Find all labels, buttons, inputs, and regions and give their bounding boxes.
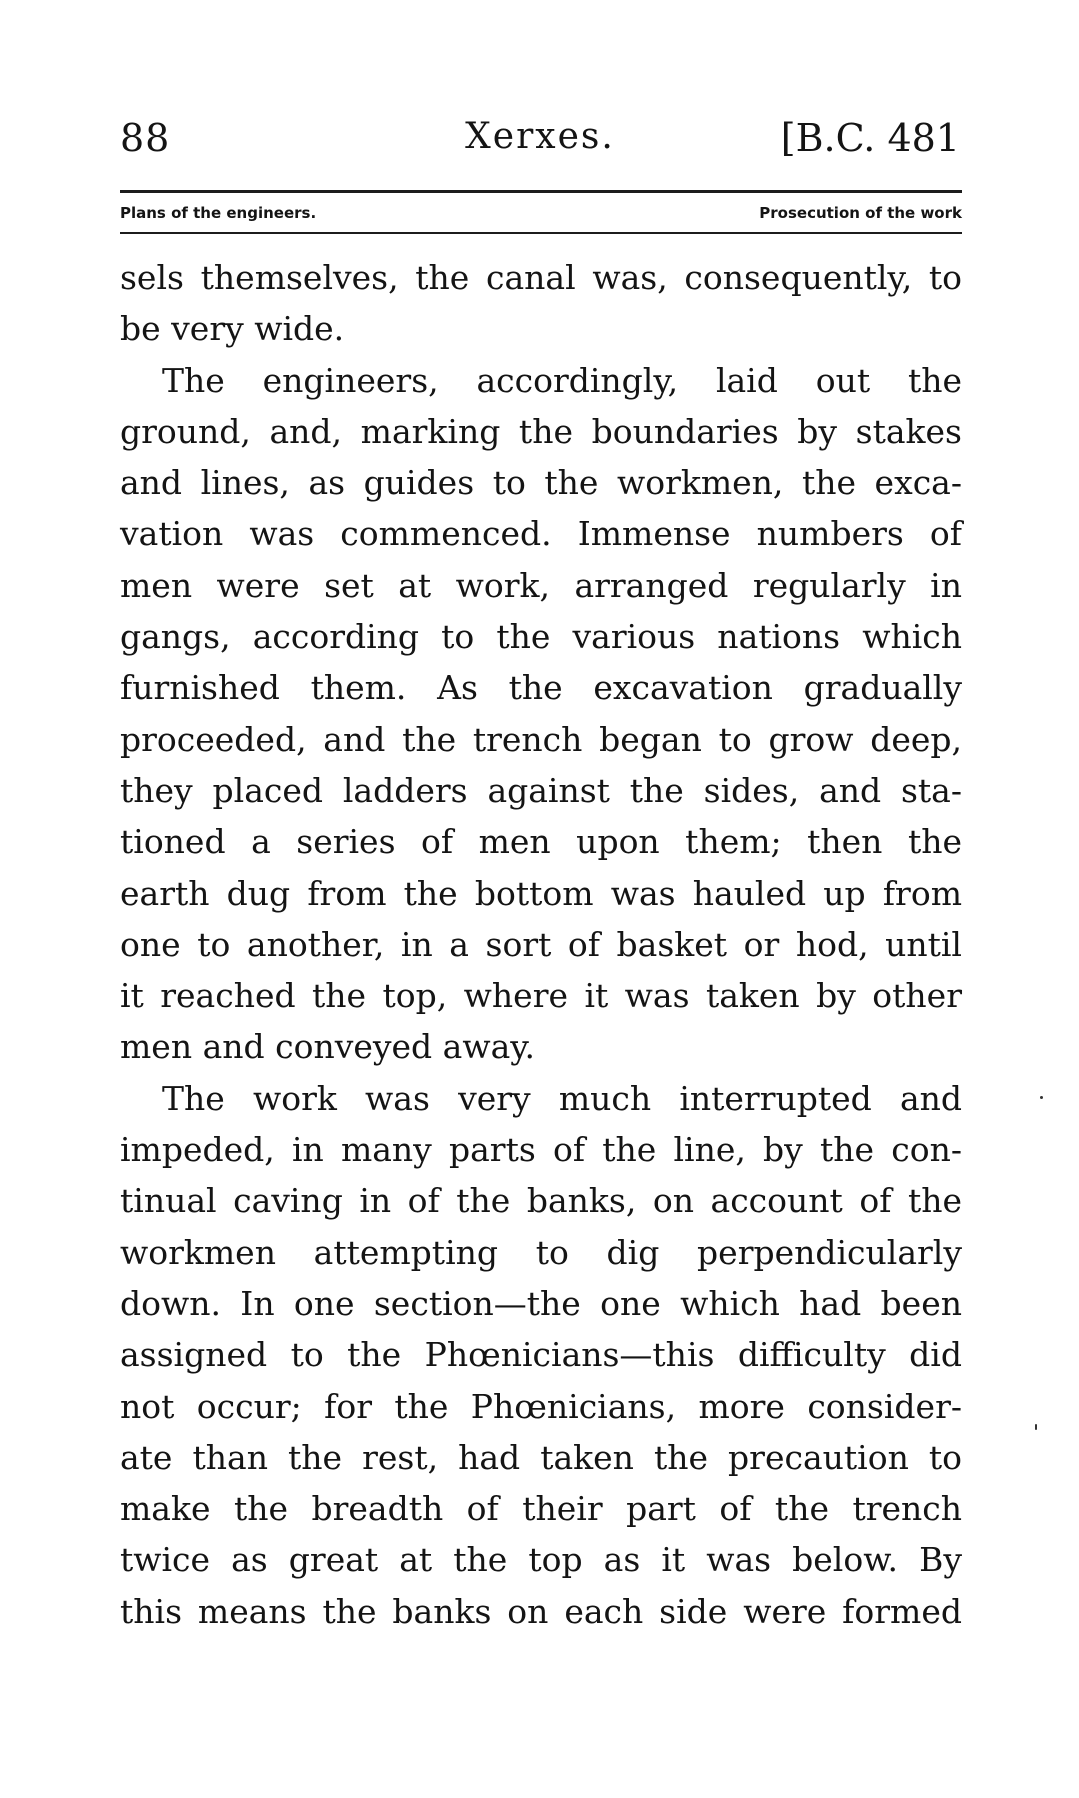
text-line: not occur; for the Phœnicians, more consider- — [120, 1386, 962, 1426]
text-line: sels themselves, the canal was, consequently, to — [120, 258, 962, 297]
text-line: workmen attempting to dig perpendicularly — [120, 1232, 962, 1272]
header-rule-bottom — [120, 232, 962, 234]
text-line: impeded, in many parts of the line, by the con- — [120, 1130, 962, 1170]
text-line: make the breadth of their part of the trench — [120, 1489, 962, 1529]
text-line: tioned a series of men upon them; then the — [120, 822, 962, 862]
text-line: down. In one section—the one which had been — [120, 1283, 962, 1323]
print-speck — [1035, 1424, 1037, 1430]
text-line: men and conveyed away. — [120, 1027, 536, 1067]
text-line: they placed ladders against the sides, and sta- — [120, 770, 962, 810]
marginal-notes — [120, 198, 962, 228]
text-line: vation was commenced. Immense numbers of — [120, 514, 962, 554]
text-line: men were set at work, arranged regularly in — [120, 565, 962, 605]
text-line: one to another, in a sort of basket or hod, until — [120, 924, 962, 964]
page-number: 88 — [120, 116, 171, 160]
text-line: The work was very much interrupted and — [162, 1078, 962, 1118]
sidenote-right: Prosecution of the work — [759, 204, 962, 222]
text-line: proceeded, and the trench began to grow deep, — [120, 719, 962, 759]
text-line: tinual caving in of the banks, on account of the — [120, 1181, 962, 1221]
running-title: Xerxes. — [465, 116, 615, 157]
sidenote-left: Plans of the engineers. — [120, 204, 317, 222]
text-line: assigned to the Phœnicians—this difficulty did — [120, 1335, 962, 1375]
text-line: earth dug from the bottom was hauled up from — [120, 873, 962, 913]
text-line: furnished them. As the excavation gradually — [120, 668, 962, 708]
print-speck — [1040, 1096, 1043, 1099]
date-reference: [B.C. 481 — [780, 116, 960, 160]
page-header — [120, 112, 960, 168]
text-line: be very wide. — [120, 309, 345, 349]
text-line: this means the banks on each side were formed — [120, 1591, 962, 1631]
text-line: twice as great at the top as it was below. By — [120, 1540, 962, 1580]
text-line: The engineers, accordingly, laid out the — [162, 360, 962, 400]
body-text — [120, 252, 962, 1637]
text-line: gangs, according to the various nations which — [120, 617, 962, 657]
text-line: and lines, as guides to the workmen, the exca- — [120, 463, 962, 503]
header-rule-top — [120, 190, 962, 193]
text-line: it reached the top, where it was taken by other — [120, 976, 962, 1016]
text-line: ate than the rest, had taken the precaution to — [120, 1437, 962, 1477]
text-line: ground, and, marking the boundaries by stakes — [120, 411, 962, 451]
